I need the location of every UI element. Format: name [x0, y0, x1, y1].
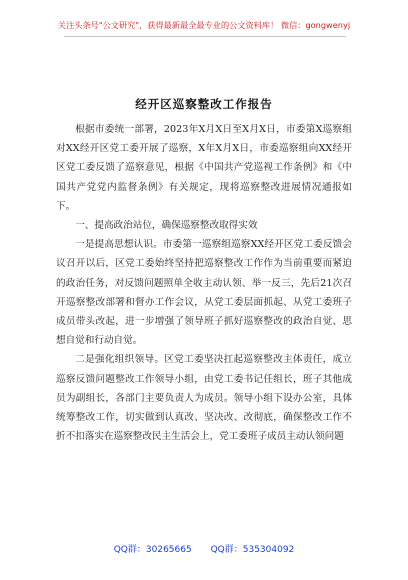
header-divider	[64, 36, 346, 37]
paragraph-point-2: 二是强化组织领导。区党工委坚决扛起巡察整改主体责任，成立巡察反馈问题整改工作领导小组，由党工委书记任组长，班子其他成员为副组长，各部门主要负责人为成员。领导小组下设办公室，具体统筹整改工作，切实做到认真改、坚决改、改彻底，确保整改工作不折不扣落实在巡察整改民主生活会上，党工委班子成员主动认领问题	[56, 354, 352, 443]
paragraph-intro: 根据市委统一部署，2023年X月X日至X月X日，市委第X巡察组对XX经开区党工委开展了巡察，X年X月X日，市委巡察组向XX经开区党工委反馈了巡察意见，根据《中国共产党巡视工作条例》和《中国共产党党内监督条例》有关规定，现将巡察整改进展情况通报如下。	[56, 124, 352, 212]
qq-group-2[interactable]: QQ群：535304092	[210, 545, 295, 555]
document-body	[56, 120, 352, 446]
document-title: 经开区巡察整改工作报告	[135, 97, 273, 111]
section-heading-1: 一、提高政治站位，确保巡察整改取得实效	[75, 220, 258, 232]
qq-group-1[interactable]: QQ群：30265665	[113, 545, 192, 555]
footer-qq-groups	[0, 542, 408, 555]
header-banner[interactable]: 关注头条号"公文研究"，获得最新最全最专业的公文资料库！ 微信：gongwenyj	[57, 20, 351, 30]
paragraph-point-1: 一是提高思想认识。市委第一巡察组巡察XX经开区党工委反馈会议召开以后，区党工委始终坚持把巡察整改工作作为当前重要而紧迫的政治任务，对反馈问题照单全收主动认领、举一反三，先后21次召开巡察整改部署和督办工作会议，从党工委层面抓起、从党工委班子成员带头改起，进一步增强了领导班子抓好巡察整改的政治自觉、思想自觉和行动自觉。	[56, 239, 352, 347]
